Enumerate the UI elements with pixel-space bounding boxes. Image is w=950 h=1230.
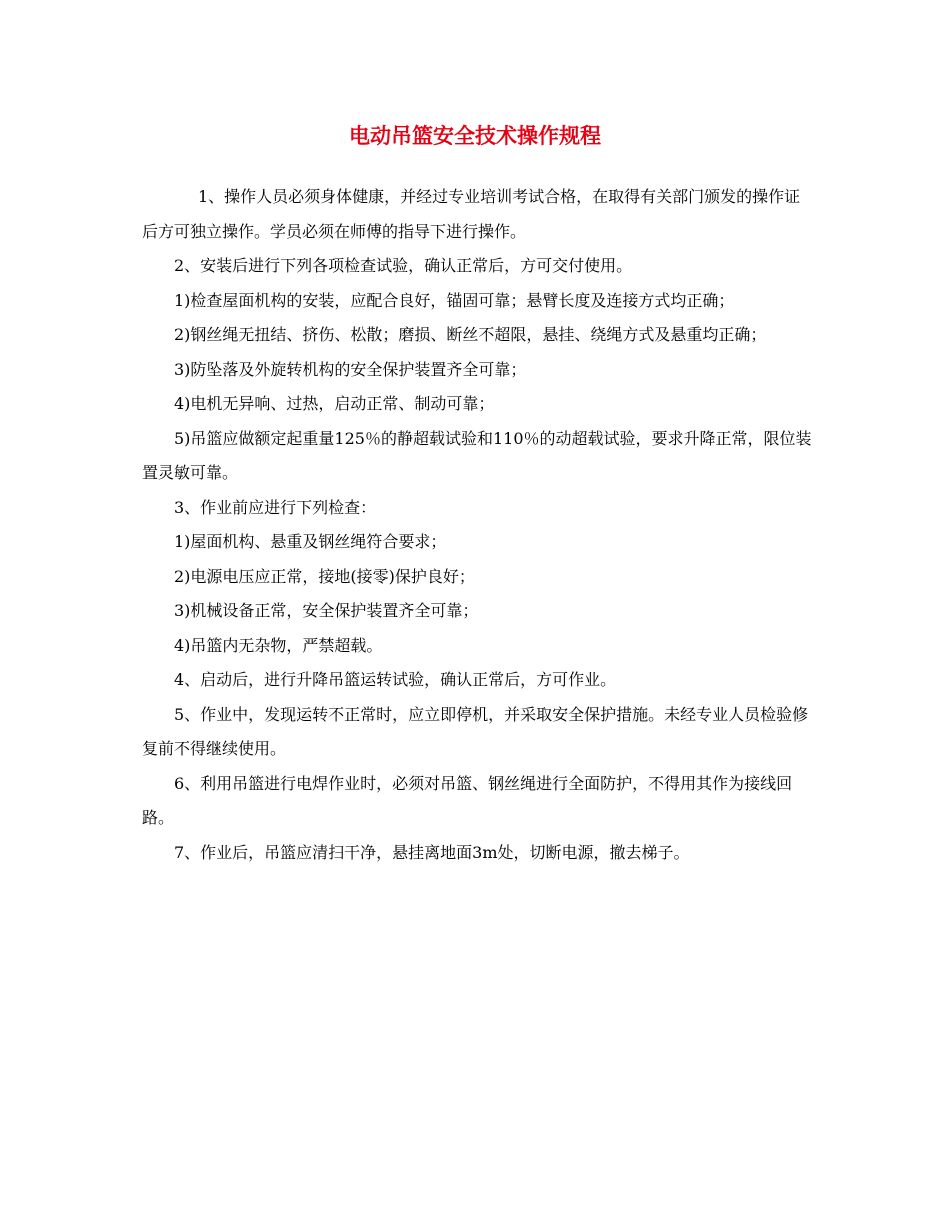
document-body: [142, 180, 814, 870]
document-title: 电动吊篮安全技术操作规程: [349, 124, 601, 148]
paragraph-5: 5、作业中，发现运转不正常时，应立即停机，并采取安全保护措施。未经专业人员检验修复前不得继续使用。: [142, 704, 809, 758]
paragraph-4: 4、启动后，进行升降吊篮运转试验，确认正常后，方可作业。: [174, 670, 617, 689]
paragraph-3-item-2: 2)电源电压应正常，接地(接零)保护良好；: [174, 566, 475, 586]
paragraph-2-item-3: 3)防坠落及外旋转机构的安全保护装置齐全可靠；: [174, 359, 527, 379]
paragraph-2: 2、安装后进行下列各项检查试验，确认正常后，方可交付使用。: [174, 256, 633, 275]
paragraph-2-item-2: 2)钢丝绳无扭结、挤伤、松散；磨损、断丝不超限，悬挂、绕绳方式及悬重均正确；: [174, 325, 767, 344]
paragraph-3-item-4: 4)吊篮内无杂物，严禁超载。: [174, 635, 383, 655]
paragraph-2-item-1: 1)检查屋面机构的安装，应配合良好，锚固可靠；悬臂长度及连接方式均正确；: [174, 290, 735, 310]
paragraph-2-item-4: 4)电机无异响、过热，启动正常、制动可靠；: [174, 394, 495, 413]
paragraph-7: 7、作业后，吊篮应清扫干净，悬挂离地面3m处，切断电源，撤去梯子。: [174, 842, 690, 862]
paragraph-3-item-1: 1)屋面机构、悬重及钢丝绳符合要求；: [174, 532, 447, 551]
paragraph-3: 3、作业前应进行下列检查：: [174, 497, 377, 517]
paragraph-6: 6、利用吊篮进行电焊作业时，必须对吊篮、钢丝绳进行全面防护，不得用其作为接线回路。: [142, 773, 793, 827]
paragraph-2-item-5: 5)吊篮应做额定起重量125％的静超载试验和110％的动超载试验，要求升降正常，限位装置灵敏可靠。: [142, 428, 812, 482]
paragraph-3-item-3: 3)机械设备正常，安全保护装置齐全可靠；: [174, 601, 479, 620]
paragraph-1: 1、操作人员必须身体健康，并经过专业培训考试合格，在取得有关部门颁发的操作证后方可独立操作。学员必须在师傅的指导下进行操作。: [142, 187, 801, 241]
